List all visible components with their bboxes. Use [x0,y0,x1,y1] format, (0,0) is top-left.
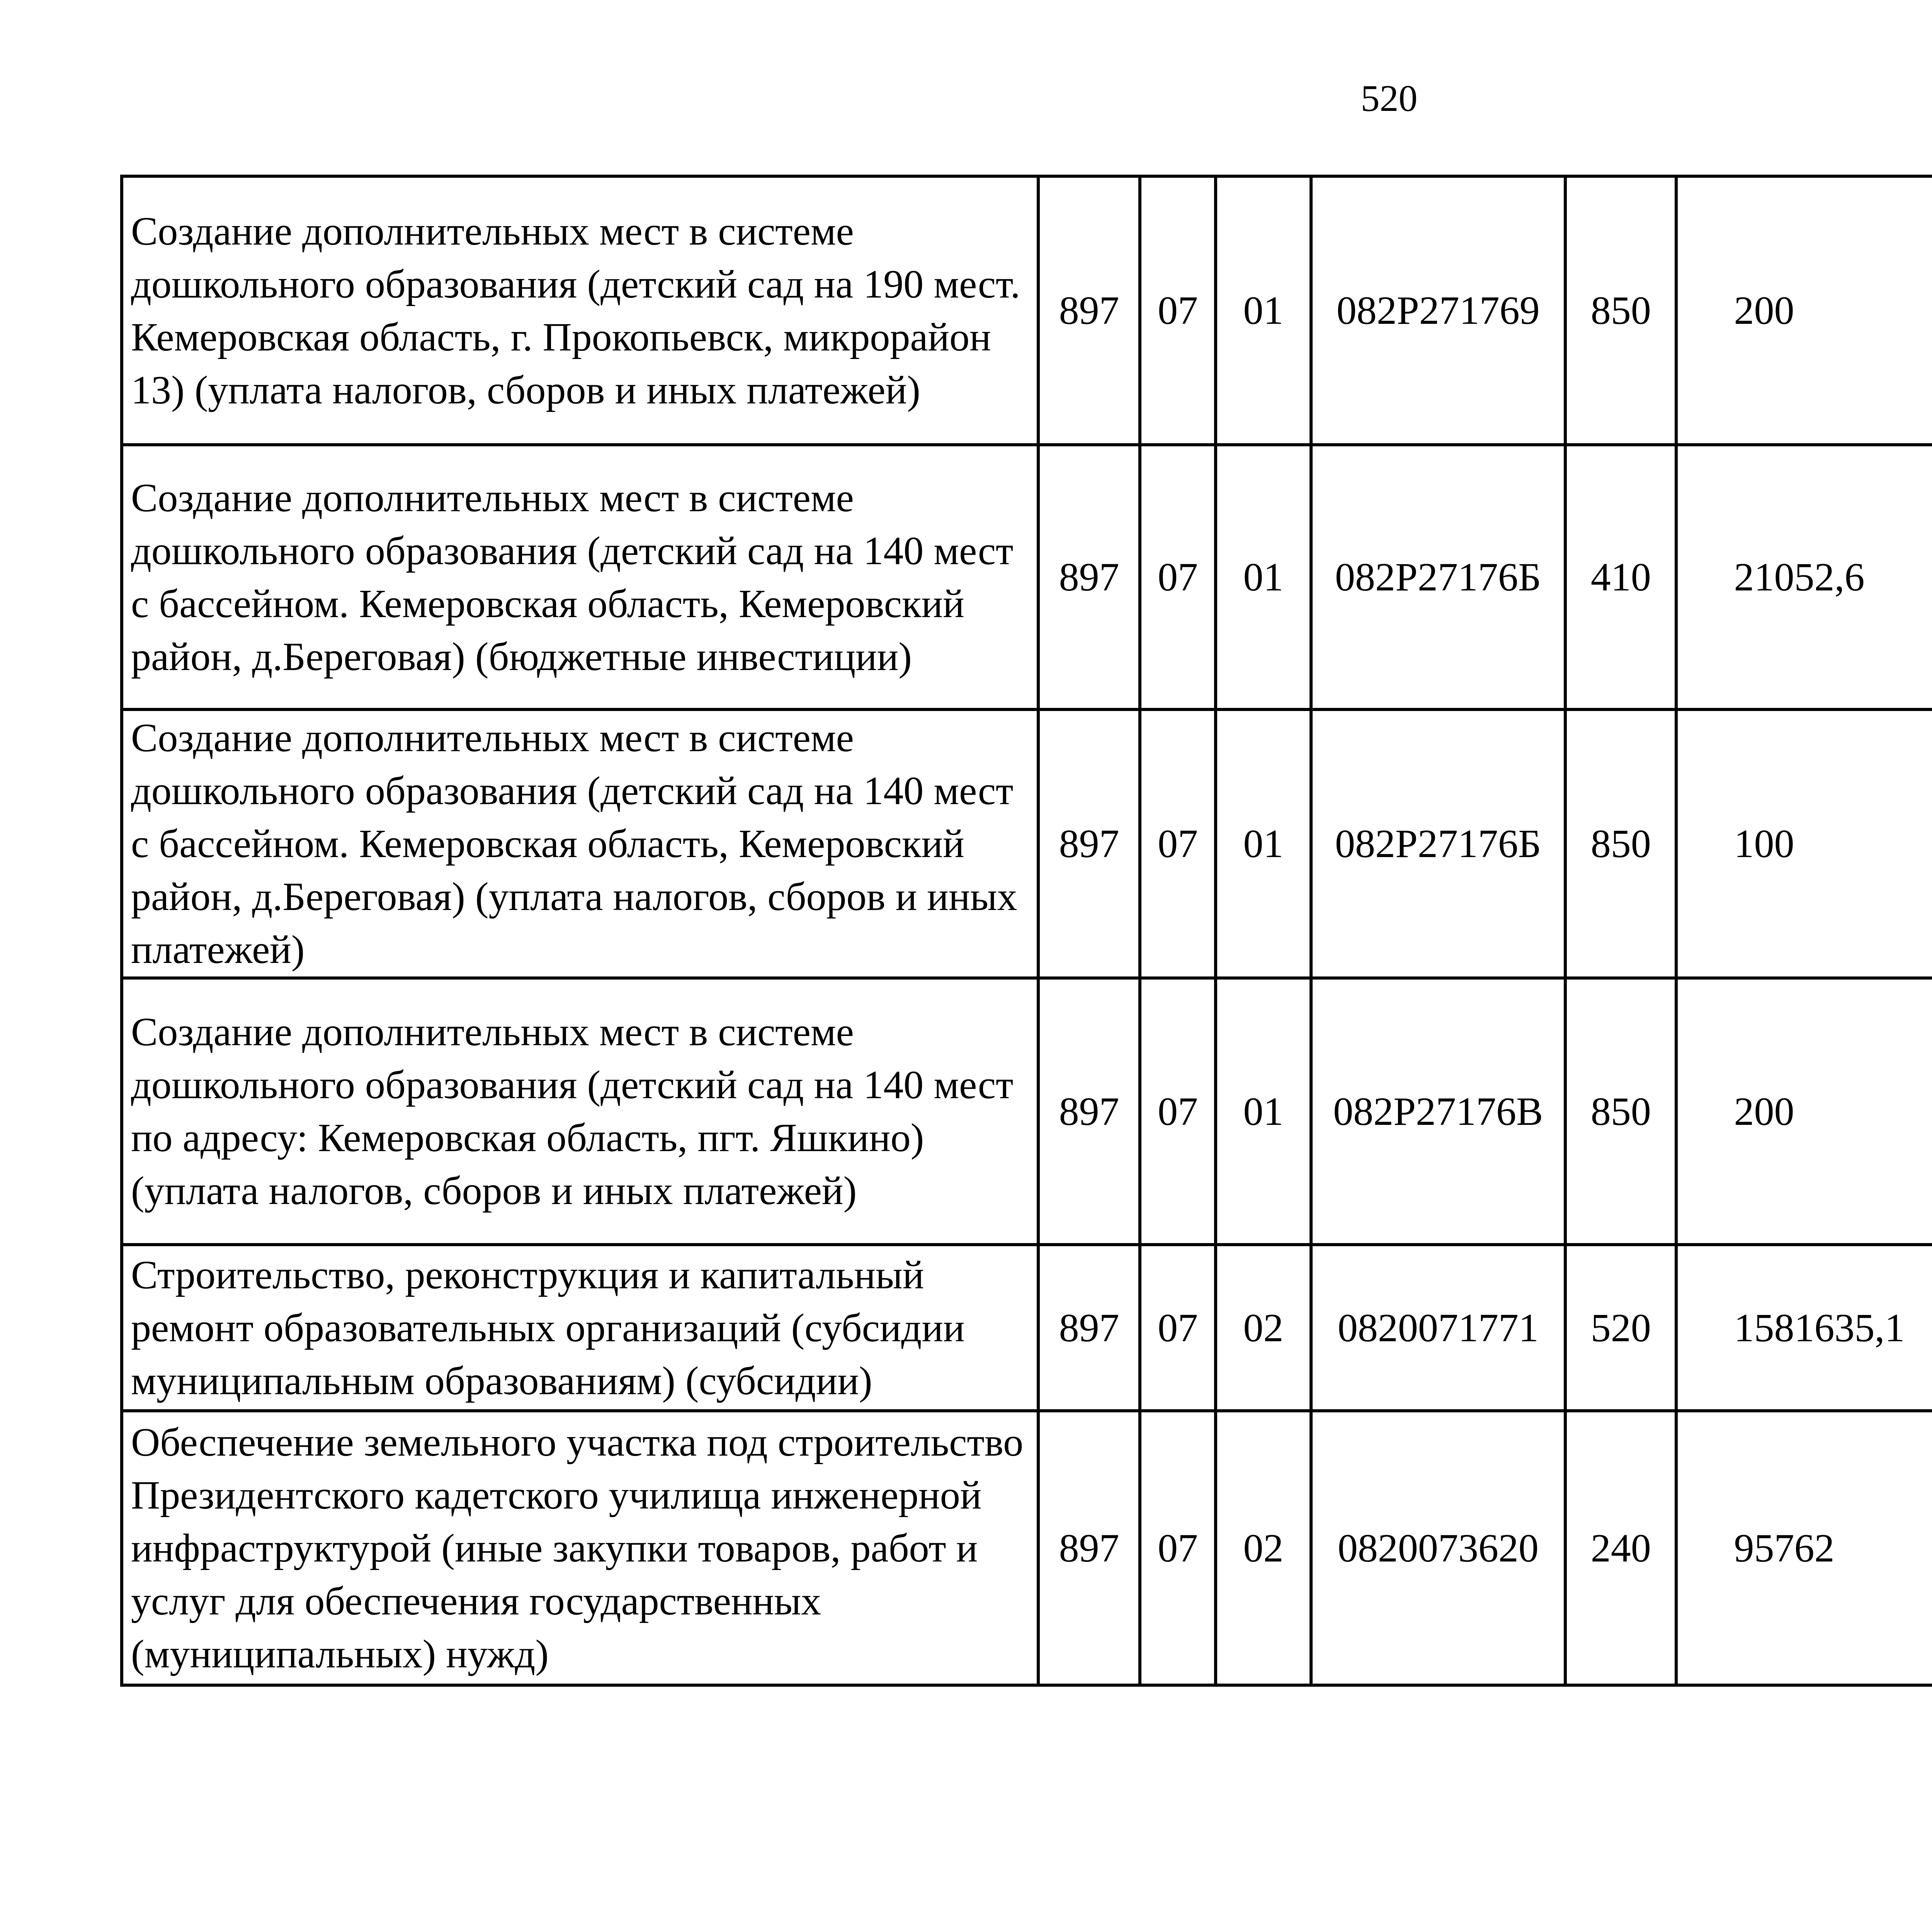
expense-name-cell: Строительство, реконструкция и капитальный ремонт образовательных организаций (субсидии муниципальным образованиям) (субсидии) [122,1245,1038,1411]
ministry-code-cell: 897 [1038,176,1139,445]
expense-name-cell: Создание дополнительных мест в системе дошкольного образования (детский сад на 140 мест по адресу: Кемеровская область, пгт. Яшкино) (уплата налогов, сборов и иных платежей) [122,978,1038,1245]
target-article-cell: 082Р27176В [1311,978,1565,1245]
target-article-cell: 082Р27176Б [1311,709,1565,978]
ministry-code-cell: 897 [1038,1411,1139,1685]
expense-type-cell: 850 [1565,978,1677,1245]
table-row [122,1245,1932,1411]
ministry-code-cell: 897 [1038,445,1139,709]
amount-year-1-cell: 200 [1676,176,1932,445]
page-number: 520 [1361,78,1418,119]
table-row [122,709,1932,978]
section-code-cell: 07 [1140,1245,1216,1411]
target-article-cell: 082Р271769 [1311,176,1565,445]
table-row [122,176,1932,445]
target-article-cell: 082Р27176Б [1311,445,1565,709]
expense-type-cell: 850 [1565,709,1677,978]
budget-table [120,175,1932,1687]
subsection-code-cell: 01 [1216,445,1311,709]
amount-year-1-cell: 1581635,1 [1676,1245,1932,1411]
ministry-code-cell: 897 [1038,709,1139,978]
expense-name-cell: Создание дополнительных мест в системе дошкольного образования (детский сад на 140 мест с бассейном. Кемеровская область, Кемеровский район, д.Береговая) (уплата налогов, сборов и иных платежей) [122,709,1038,978]
expense-name-cell: Обеспечение земельного участка под строительство Президентского кадетского училища инженерной инфраструктурой (иные закупки товаров, работ и услуг для обеспечения государственных (муниципальных) нужд) [122,1411,1038,1685]
table-row [122,445,1932,709]
target-article-cell: 0820073620 [1311,1411,1565,1685]
table-row [122,978,1932,1245]
ministry-code-cell: 897 [1038,1245,1139,1411]
subsection-code-cell: 01 [1216,709,1311,978]
expense-name-cell: Создание дополнительных мест в системе дошкольного образования (детский сад на 190 мест. Кемеровская область, г. Прокопьевск, микрорайон 13) (уплата налогов, сборов и иных платежей) [122,176,1038,445]
target-article-cell: 0820071771 [1311,1245,1565,1411]
expense-type-cell: 850 [1565,176,1677,445]
subsection-code-cell: 02 [1216,1245,1311,1411]
amount-year-1-cell: 100 [1676,709,1932,978]
section-code-cell: 07 [1140,1411,1216,1685]
expense-name-cell: Создание дополнительных мест в системе дошкольного образования (детский сад на 140 мест с бассейном. Кемеровская область, Кемеровский район, д.Береговая) (бюджетные инвестиции) [122,445,1038,709]
expense-type-cell: 520 [1565,1245,1677,1411]
amount-year-1-cell: 21052,6 [1676,445,1932,709]
expense-type-cell: 240 [1565,1411,1677,1685]
subsection-code-cell: 02 [1216,1411,1311,1685]
section-code-cell: 07 [1140,709,1216,978]
table-row [122,1411,1932,1685]
section-code-cell: 07 [1140,978,1216,1245]
subsection-code-cell: 01 [1216,978,1311,1245]
section-code-cell: 07 [1140,176,1216,445]
amount-year-1-cell: 95762 [1676,1411,1932,1685]
section-code-cell: 07 [1140,445,1216,709]
expense-type-cell: 410 [1565,445,1677,709]
subsection-code-cell: 01 [1216,176,1311,445]
ministry-code-cell: 897 [1038,978,1139,1245]
amount-year-1-cell: 200 [1676,978,1932,1245]
